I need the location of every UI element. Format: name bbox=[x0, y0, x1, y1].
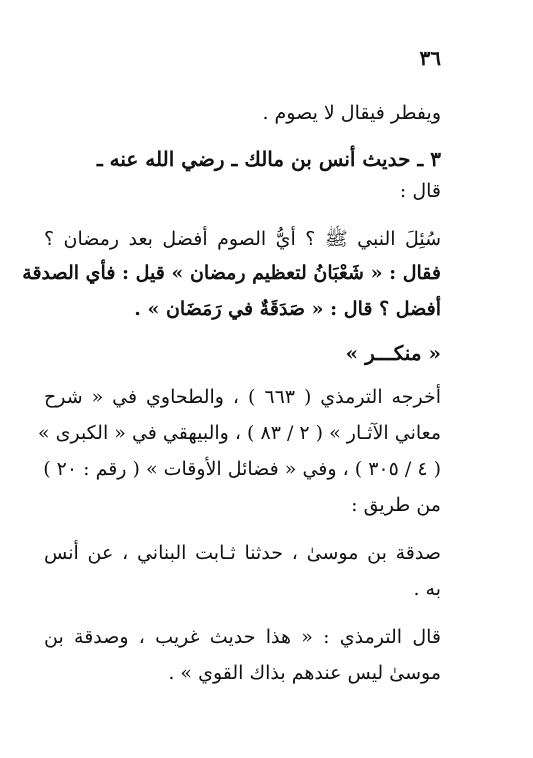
takhrij-line: ( ٤ / ٣٠٥ ) ، وفي « فضائل الأوقات » ( رقم : ٢٠ ) bbox=[43, 458, 441, 480]
commentary-line: موسىٰ ليس عندهم بذاك القوي » . bbox=[168, 662, 441, 684]
takhrij-line: أخرجه الترمذي ( ٦٦٣ ) ، والطحاوي في « شرح bbox=[44, 386, 441, 408]
takhrij-line: من طريق : bbox=[351, 494, 441, 516]
hadith-text-line: أفضل ؟ قال : « صَدَقَةٌ في رَمَضَان » . bbox=[134, 298, 441, 320]
takhrij-line: معاني الآثـار » ( ٢ / ٨٣ ) ، والبيهقي في « الكبرى » bbox=[37, 422, 441, 444]
isnad-line: صدقة بن موسىٰ ، حدثنا ثـابت البناني ، عن أنس bbox=[44, 542, 441, 564]
text-line: قال : bbox=[399, 180, 441, 202]
page-number: ٣٦ bbox=[419, 46, 441, 70]
hadith-text-line: سُئِلَ النبي ﷺ ؟ أيُّ الصوم أفضل بعد رمضان ؟ bbox=[44, 228, 441, 250]
grade-label: « منكـــر » bbox=[345, 341, 441, 365]
commentary-line: قال الترمذي : « هذا حديث غريب ، وصدقة بن bbox=[44, 626, 441, 648]
isnad-line: به . bbox=[413, 578, 441, 600]
text-line: ويفطر فيقال لا يصوم . bbox=[262, 102, 441, 124]
hadith-heading: ٣ ـ حديث أنس بن مالك ـ رضي الله عنه ـ bbox=[96, 147, 441, 171]
hadith-text-line: فقال : « شَعْبَانُ لتعظيم رمضان » قيل : فأي الصدقة bbox=[22, 262, 441, 284]
